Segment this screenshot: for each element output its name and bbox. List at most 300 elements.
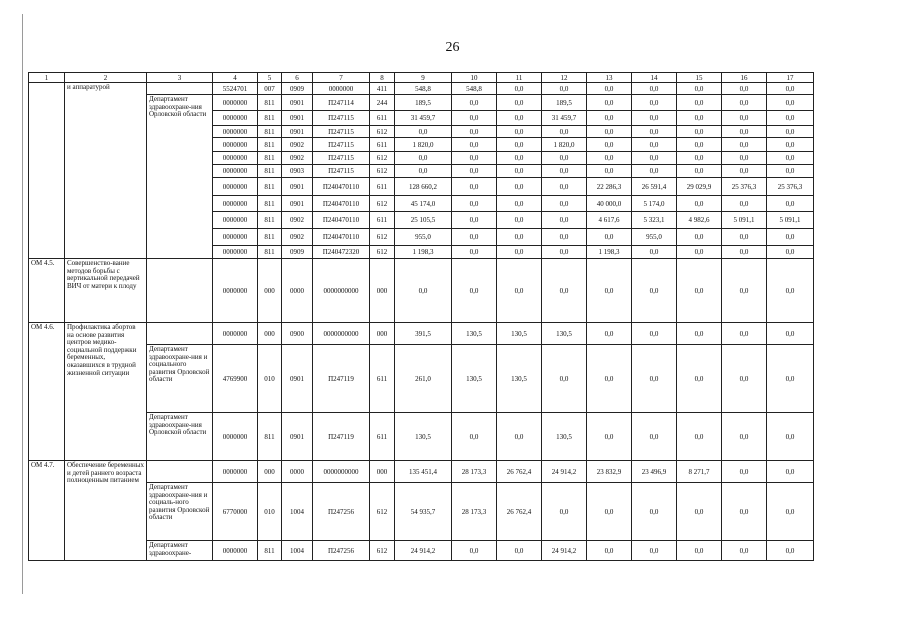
- value-cell: 0,0: [497, 126, 542, 138]
- value-cell: 0901: [282, 178, 313, 196]
- value-cell: 0,0: [767, 259, 814, 323]
- value-cell: 0,0: [542, 259, 587, 323]
- measure-code: ОМ 4.7.: [29, 461, 65, 561]
- value-cell: 0000000000: [313, 323, 370, 345]
- header-cell: 4: [213, 73, 258, 83]
- value-cell: 0000000: [213, 323, 258, 345]
- value-cell: П247115: [313, 126, 370, 138]
- value-cell: 189,5: [395, 95, 452, 111]
- value-cell: 130,5: [542, 323, 587, 345]
- dept-cell: [147, 461, 213, 483]
- value-cell: 0,0: [677, 345, 722, 413]
- value-cell: 0,0: [542, 229, 587, 246]
- header-cell: 16: [722, 73, 767, 83]
- value-cell: 0,0: [677, 413, 722, 461]
- value-cell: 1 820,0: [542, 138, 587, 152]
- header-cell: 15: [677, 73, 722, 83]
- header-cell: 13: [587, 73, 632, 83]
- value-cell: 811: [258, 246, 282, 259]
- value-cell: 135 451,4: [395, 461, 452, 483]
- value-cell: 811: [258, 95, 282, 111]
- value-cell: 000: [258, 259, 282, 323]
- header-cell: 3: [147, 73, 213, 83]
- value-cell: 26 762,4: [497, 483, 542, 541]
- value-cell: 0000000: [213, 152, 258, 165]
- value-cell: 0,0: [722, 229, 767, 246]
- header-row: [29, 73, 814, 83]
- value-cell: 612: [370, 229, 395, 246]
- value-cell: 0,0: [677, 138, 722, 152]
- value-cell: 1004: [282, 541, 313, 561]
- value-cell: 0,0: [632, 152, 677, 165]
- value-cell: 811: [258, 413, 282, 461]
- value-cell: 612: [370, 165, 395, 178]
- value-cell: 0,0: [632, 165, 677, 178]
- value-cell: 0,0: [677, 196, 722, 212]
- value-cell: 25 105,5: [395, 212, 452, 229]
- value-cell: 0901: [282, 95, 313, 111]
- department-name: Департамент здравоохране-: [147, 541, 213, 561]
- value-cell: 22 286,3: [587, 178, 632, 196]
- value-cell: 0,0: [677, 165, 722, 178]
- value-cell: 0902: [282, 212, 313, 229]
- value-cell: 811: [258, 152, 282, 165]
- value-cell: 0,0: [497, 259, 542, 323]
- value-cell: 0,0: [587, 165, 632, 178]
- value-cell: 5 091,1: [722, 212, 767, 229]
- value-cell: 0000000: [213, 196, 258, 212]
- value-cell: 0000000: [213, 178, 258, 196]
- value-cell: 4769900: [213, 345, 258, 413]
- value-cell: 611: [370, 111, 395, 126]
- header-cell: 6: [282, 73, 313, 83]
- value-cell: 0000000: [213, 126, 258, 138]
- value-cell: 0,0: [542, 165, 587, 178]
- value-cell: 0000000: [213, 111, 258, 126]
- value-cell: 130,5: [395, 413, 452, 461]
- value-cell: 000: [370, 323, 395, 345]
- value-cell: 0,0: [722, 126, 767, 138]
- value-cell: 548,8: [452, 83, 497, 95]
- value-cell: 0,0: [542, 178, 587, 196]
- value-cell: 0,0: [767, 111, 814, 126]
- value-cell: 391,5: [395, 323, 452, 345]
- value-cell: 261,0: [395, 345, 452, 413]
- value-cell: 24 914,2: [395, 541, 452, 561]
- value-cell: 811: [258, 196, 282, 212]
- measure-code: ОМ 4.6.: [29, 323, 65, 461]
- value-cell: 5 174,0: [632, 196, 677, 212]
- value-cell: 1004: [282, 483, 313, 541]
- value-cell: 612: [370, 483, 395, 541]
- value-cell: П240470110: [313, 178, 370, 196]
- value-cell: 0,0: [452, 229, 497, 246]
- header-cell: 14: [632, 73, 677, 83]
- value-cell: 1 198,3: [587, 246, 632, 259]
- value-cell: 24 914,2: [542, 461, 587, 483]
- value-cell: 0,0: [452, 152, 497, 165]
- value-cell: 811: [258, 212, 282, 229]
- value-cell: 0,0: [722, 165, 767, 178]
- value-cell: 0,0: [767, 196, 814, 212]
- value-cell: П247119: [313, 345, 370, 413]
- value-cell: 0,0: [395, 126, 452, 138]
- value-cell: 0000000: [313, 83, 370, 95]
- value-cell: 130,5: [452, 323, 497, 345]
- value-cell: 0,0: [587, 345, 632, 413]
- value-cell: 611: [370, 345, 395, 413]
- department-name: Департамент здравоохране-ния и социального развития Орловской области: [147, 345, 213, 413]
- value-cell: 611: [370, 178, 395, 196]
- value-cell: 0901: [282, 413, 313, 461]
- value-cell: 0,0: [632, 541, 677, 561]
- value-cell: 0,0: [677, 246, 722, 259]
- value-cell: 955,0: [632, 229, 677, 246]
- header-cell: 10: [452, 73, 497, 83]
- value-cell: 0,0: [722, 461, 767, 483]
- value-cell: 26 591,4: [632, 178, 677, 196]
- value-cell: 0,0: [542, 212, 587, 229]
- value-cell: 6770000: [213, 483, 258, 541]
- value-cell: 0,0: [587, 126, 632, 138]
- value-cell: 0,0: [767, 165, 814, 178]
- value-cell: 1 198,3: [395, 246, 452, 259]
- measure-code: ОМ 4.5.: [29, 259, 65, 323]
- department-name: Департамент здравоохране-ния и социаль-ного развития Орловской области: [147, 483, 213, 541]
- value-cell: 1 820,0: [395, 138, 452, 152]
- value-cell: 0,0: [722, 196, 767, 212]
- value-cell: 0,0: [452, 165, 497, 178]
- value-cell: П247114: [313, 95, 370, 111]
- value-cell: 612: [370, 246, 395, 259]
- value-cell: 0000000: [213, 138, 258, 152]
- value-cell: 244: [370, 95, 395, 111]
- value-cell: 010: [258, 345, 282, 413]
- measure-name: Обеспечение беременных и детей раннего возраста полноценным питанием: [65, 461, 147, 561]
- value-cell: 0,0: [452, 212, 497, 229]
- value-cell: 0,0: [542, 83, 587, 95]
- department-name: Департамент здравоохране-ния Орловской области: [147, 413, 213, 461]
- value-cell: 0,0: [722, 323, 767, 345]
- value-cell: 0,0: [542, 126, 587, 138]
- value-cell: 0,0: [542, 246, 587, 259]
- value-cell: 0,0: [677, 323, 722, 345]
- value-cell: 612: [370, 126, 395, 138]
- value-cell: 0,0: [587, 229, 632, 246]
- value-cell: П240472320: [313, 246, 370, 259]
- value-cell: 0,0: [677, 95, 722, 111]
- value-cell: 0,0: [767, 83, 814, 95]
- value-cell: 0,0: [497, 138, 542, 152]
- value-cell: 612: [370, 196, 395, 212]
- table-row: [29, 461, 814, 483]
- value-cell: 0000000: [213, 212, 258, 229]
- table-row: [29, 541, 814, 561]
- value-cell: 0,0: [677, 541, 722, 561]
- value-cell: П247115: [313, 111, 370, 126]
- value-cell: 000: [370, 259, 395, 323]
- value-cell: 811: [258, 138, 282, 152]
- value-cell: 5524701: [213, 83, 258, 95]
- value-cell: 0,0: [722, 259, 767, 323]
- value-cell: 0,0: [452, 138, 497, 152]
- value-cell: 0,0: [767, 541, 814, 561]
- value-cell: 0000000: [213, 165, 258, 178]
- value-cell: 0,0: [497, 212, 542, 229]
- value-cell: 8 271,7: [677, 461, 722, 483]
- table-row: [29, 95, 814, 111]
- value-cell: 0,0: [542, 345, 587, 413]
- page-number: 26: [445, 40, 460, 55]
- dept-cell: [147, 259, 213, 323]
- value-cell: 4 617,6: [587, 212, 632, 229]
- value-cell: 4 982,6: [677, 212, 722, 229]
- value-cell: 0000000: [213, 541, 258, 561]
- department-name: Департамент здравоохране-ния Орловской области: [147, 95, 213, 259]
- value-cell: 0,0: [767, 138, 814, 152]
- value-cell: 611: [370, 212, 395, 229]
- value-cell: 0000000: [213, 246, 258, 259]
- value-cell: 0,0: [722, 152, 767, 165]
- value-cell: 0,0: [452, 126, 497, 138]
- value-cell: 0,0: [632, 259, 677, 323]
- value-cell: 130,5: [497, 323, 542, 345]
- value-cell: 0,0: [722, 95, 767, 111]
- value-cell: 0900: [282, 323, 313, 345]
- value-cell: 0,0: [632, 246, 677, 259]
- value-cell: 189,5: [542, 95, 587, 111]
- value-cell: 0903: [282, 165, 313, 178]
- value-cell: П247256: [313, 541, 370, 561]
- header-cell: 11: [497, 73, 542, 83]
- table-row: [29, 83, 814, 95]
- value-cell: 0000000: [213, 413, 258, 461]
- value-cell: 25 376,3: [767, 178, 814, 196]
- value-cell: 0,0: [497, 95, 542, 111]
- value-cell: 0,0: [587, 259, 632, 323]
- value-cell: 0,0: [452, 95, 497, 111]
- value-cell: 0,0: [497, 178, 542, 196]
- value-cell: 000: [258, 461, 282, 483]
- value-cell: 007: [258, 83, 282, 95]
- value-cell: 0000: [282, 259, 313, 323]
- value-cell: 612: [370, 152, 395, 165]
- value-cell: 40 000,0: [587, 196, 632, 212]
- value-cell: 25 376,3: [722, 178, 767, 196]
- value-cell: 0,0: [722, 345, 767, 413]
- value-cell: 0,0: [632, 83, 677, 95]
- value-cell: 0,0: [452, 259, 497, 323]
- value-cell: 0,0: [677, 126, 722, 138]
- value-cell: 000: [370, 461, 395, 483]
- value-cell: 0,0: [767, 95, 814, 111]
- value-cell: 0,0: [542, 483, 587, 541]
- value-cell: 0000000000: [313, 461, 370, 483]
- value-cell: 0,0: [452, 178, 497, 196]
- value-cell: 0,0: [452, 541, 497, 561]
- value-cell: 0000000000: [313, 259, 370, 323]
- value-cell: 0,0: [767, 152, 814, 165]
- value-cell: 0,0: [767, 461, 814, 483]
- value-cell: 0000000: [213, 229, 258, 246]
- dept-cell: [147, 83, 213, 95]
- value-cell: 0,0: [632, 413, 677, 461]
- value-cell: 23 832,9: [587, 461, 632, 483]
- table-row: [29, 413, 814, 461]
- value-cell: 0,0: [587, 111, 632, 126]
- value-cell: П247115: [313, 138, 370, 152]
- value-cell: 0,0: [722, 111, 767, 126]
- header-cell: 8: [370, 73, 395, 83]
- value-cell: 0,0: [632, 95, 677, 111]
- table-body: [29, 73, 814, 561]
- value-cell: 0901: [282, 345, 313, 413]
- value-cell: 0,0: [722, 246, 767, 259]
- value-cell: 0,0: [452, 196, 497, 212]
- value-cell: П247256: [313, 483, 370, 541]
- table-row: [29, 483, 814, 541]
- value-cell: 0902: [282, 138, 313, 152]
- value-cell: 5 091,1: [767, 212, 814, 229]
- header-cell: 2: [65, 73, 147, 83]
- value-cell: 0,0: [542, 152, 587, 165]
- value-cell: 0909: [282, 246, 313, 259]
- header-cell: 17: [767, 73, 814, 83]
- value-cell: 0902: [282, 229, 313, 246]
- value-cell: 811: [258, 126, 282, 138]
- value-cell: П247119: [313, 413, 370, 461]
- value-cell: 0901: [282, 126, 313, 138]
- value-cell: 0,0: [767, 126, 814, 138]
- value-cell: 0,0: [587, 413, 632, 461]
- value-cell: 0,0: [677, 83, 722, 95]
- value-cell: 0,0: [767, 413, 814, 461]
- value-cell: 0,0: [677, 152, 722, 165]
- budget-table: [28, 72, 814, 561]
- header-cell: 7: [313, 73, 370, 83]
- value-cell: 0909: [282, 83, 313, 95]
- value-cell: 0000000: [213, 461, 258, 483]
- header-cell: 5: [258, 73, 282, 83]
- value-cell: 0,0: [497, 165, 542, 178]
- value-cell: 0,0: [632, 111, 677, 126]
- value-cell: 45 174,0: [395, 196, 452, 212]
- value-cell: 130,5: [497, 345, 542, 413]
- value-cell: 0,0: [722, 138, 767, 152]
- value-cell: 31 459,7: [542, 111, 587, 126]
- value-cell: 0,0: [722, 483, 767, 541]
- value-cell: 0,0: [587, 152, 632, 165]
- value-cell: 811: [258, 111, 282, 126]
- measure-name: и аппаратурой: [65, 83, 147, 259]
- value-cell: 5 323,1: [632, 212, 677, 229]
- measure-name: Профилактика абортов на основе развития центров медико-социальной поддержки беременных, оказавшихся в трудной жизненной ситуации: [65, 323, 147, 461]
- header-cell: 1: [29, 73, 65, 83]
- value-cell: 0,0: [632, 323, 677, 345]
- value-cell: 130,5: [452, 345, 497, 413]
- value-cell: 0,0: [722, 83, 767, 95]
- value-cell: 0,0: [452, 413, 497, 461]
- value-cell: 0,0: [452, 111, 497, 126]
- value-cell: 0,0: [632, 483, 677, 541]
- value-cell: 0,0: [767, 345, 814, 413]
- value-cell: 0,0: [677, 483, 722, 541]
- value-cell: 0,0: [497, 246, 542, 259]
- header-cell: 9: [395, 73, 452, 83]
- value-cell: 811: [258, 165, 282, 178]
- value-cell: 26 762,4: [497, 461, 542, 483]
- value-cell: 0,0: [767, 229, 814, 246]
- value-cell: 0,0: [587, 95, 632, 111]
- value-cell: 0,0: [677, 259, 722, 323]
- table-row: [29, 345, 814, 413]
- value-cell: 0901: [282, 196, 313, 212]
- value-cell: 612: [370, 541, 395, 561]
- value-cell: 611: [370, 138, 395, 152]
- value-cell: 548,8: [395, 83, 452, 95]
- value-cell: 0000: [282, 461, 313, 483]
- value-cell: 128 660,2: [395, 178, 452, 196]
- value-cell: 0,0: [497, 413, 542, 461]
- value-cell: 29 029,9: [677, 178, 722, 196]
- value-cell: 811: [258, 541, 282, 561]
- value-cell: 0,0: [677, 111, 722, 126]
- value-cell: П240470110: [313, 196, 370, 212]
- value-cell: 0,0: [677, 229, 722, 246]
- header-cell: 12: [542, 73, 587, 83]
- code-cell: [29, 83, 65, 259]
- value-cell: 0,0: [497, 541, 542, 561]
- value-cell: 0,0: [767, 483, 814, 541]
- value-cell: 0,0: [632, 345, 677, 413]
- table-row: [29, 323, 814, 345]
- value-cell: 811: [258, 229, 282, 246]
- dept-cell: [147, 323, 213, 345]
- value-cell: 0,0: [587, 541, 632, 561]
- value-cell: 0,0: [452, 246, 497, 259]
- value-cell: 0,0: [497, 196, 542, 212]
- page-edge-rule: [22, 14, 23, 594]
- value-cell: 0,0: [395, 152, 452, 165]
- value-cell: 0000000: [213, 95, 258, 111]
- value-cell: 0,0: [587, 138, 632, 152]
- value-cell: 54 935,7: [395, 483, 452, 541]
- value-cell: 31 459,7: [395, 111, 452, 126]
- value-cell: 0,0: [632, 126, 677, 138]
- value-cell: П240470110: [313, 212, 370, 229]
- value-cell: 0,0: [542, 196, 587, 212]
- value-cell: 0,0: [587, 483, 632, 541]
- value-cell: 24 914,2: [542, 541, 587, 561]
- value-cell: 0,0: [497, 83, 542, 95]
- value-cell: 28 173,3: [452, 483, 497, 541]
- value-cell: 955,0: [395, 229, 452, 246]
- value-cell: 411: [370, 83, 395, 95]
- measure-name: Совершенство-вание методов борьбы с вертикальной передачей ВИЧ от матери к плоду: [65, 259, 147, 323]
- value-cell: 611: [370, 413, 395, 461]
- value-cell: 28 173,3: [452, 461, 497, 483]
- value-cell: 0000000: [213, 259, 258, 323]
- value-cell: 0,0: [497, 111, 542, 126]
- value-cell: 0902: [282, 152, 313, 165]
- value-cell: 0,0: [767, 323, 814, 345]
- value-cell: 0,0: [587, 323, 632, 345]
- value-cell: 0,0: [587, 83, 632, 95]
- value-cell: 0,0: [722, 541, 767, 561]
- value-cell: 0901: [282, 111, 313, 126]
- value-cell: 811: [258, 178, 282, 196]
- value-cell: 0,0: [395, 165, 452, 178]
